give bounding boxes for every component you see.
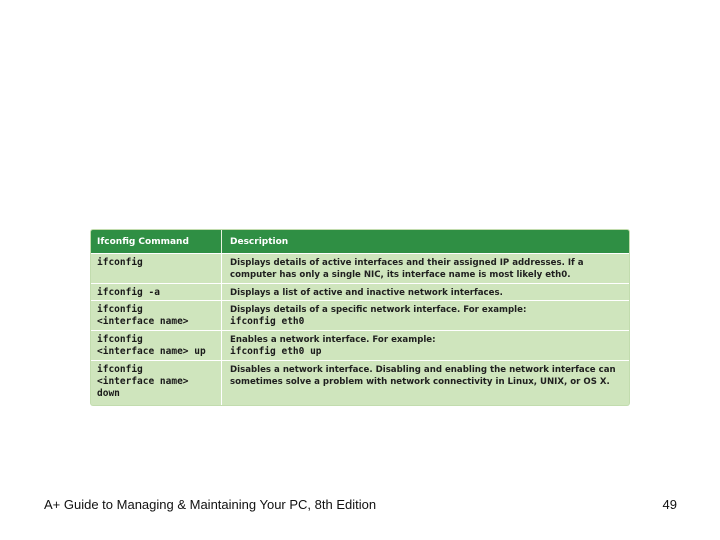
description-cell — [222, 361, 629, 405]
description-text: Displays details of active interfaces and their assigned IP addresses. If a computer has only a single NIC, its interface name is most likely eth0. — [230, 258, 584, 280]
ifconfig-command-table — [91, 230, 629, 405]
footer-book-title: A+ Guide to Managing & Maintaining Your PC, 8th Edition — [44, 497, 377, 512]
example-command: ifconfig eth0 — [230, 316, 305, 327]
description-cell — [222, 254, 629, 283]
command-cell: ifconfig <interface name> up — [91, 331, 222, 360]
table-row — [91, 283, 629, 300]
description-cell — [222, 331, 629, 360]
description-text: Displays details of a specific network interface. For example: — [230, 305, 527, 315]
description-cell — [222, 284, 629, 300]
command-cell: ifconfig <interface name> — [91, 301, 222, 330]
table-header-row — [91, 230, 629, 253]
header-description: Description — [230, 236, 289, 247]
command-cell: ifconfig <interface name> down — [91, 361, 222, 405]
description-text: Disables a network interface. Disabling and enabling the network interface can sometimes solve a problem with network connectivity in Linux, UNIX, or OS X. — [230, 365, 616, 387]
command-cell: ifconfig -a — [91, 284, 222, 300]
example-command: ifconfig eth0 up — [230, 346, 322, 357]
page-number: 49 — [662, 497, 677, 512]
description-cell — [222, 301, 629, 330]
table-row — [91, 300, 629, 330]
table-row — [91, 360, 629, 405]
description-text: Enables a network interface. For example: — [230, 335, 436, 345]
header-command: Ifconfig Command — [91, 230, 222, 253]
table-row — [91, 330, 629, 360]
table-row — [91, 253, 629, 283]
description-text: Displays a list of active and inactive network interfaces. — [230, 288, 503, 298]
command-cell: ifconfig — [91, 254, 222, 283]
